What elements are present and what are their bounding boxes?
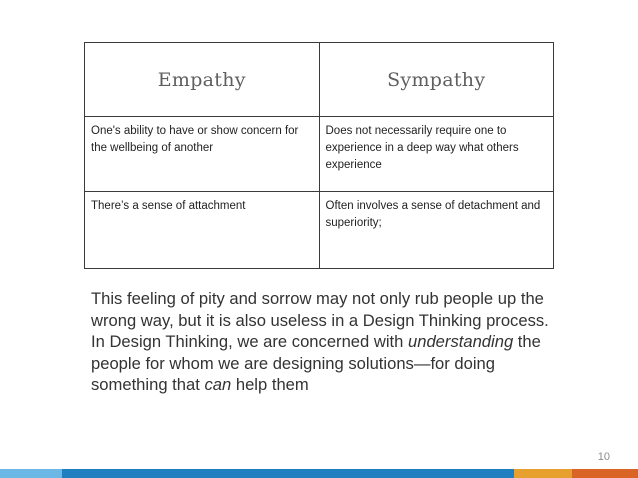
footer-color-bar — [0, 469, 638, 478]
table-cell — [319, 192, 554, 269]
emphasis-understanding: understanding — [408, 332, 514, 351]
cell-text: One's ability to have or show concern for the wellbeing of another — [91, 125, 299, 154]
table-row — [85, 192, 554, 269]
cell-text: Often involves a sense of detachment and superiority; — [325, 200, 541, 229]
table-header-row — [85, 43, 554, 117]
footer-segment-orange — [514, 469, 572, 478]
table-row — [85, 117, 554, 192]
emphasis-can: can — [204, 375, 232, 394]
body-paragraph — [91, 288, 561, 396]
footer-segment-blue — [62, 469, 514, 478]
paragraph-text: the people for whom we are designing solutions—for doing something that — [91, 332, 541, 394]
paragraph-text: This feeling of pity and sorrow may not only rub people up the wrong way, but it is also useless in a Design Thinking process. In Design Thinking, we are concerned with — [91, 289, 549, 351]
header-sympathy: Sympathy — [319, 43, 554, 117]
comparison-table — [84, 42, 554, 269]
cell-text: Does not necessarily require one to experience in a deep way what others experience — [325, 125, 519, 171]
footer-segment-light-blue — [0, 469, 62, 478]
page-number: 10 — [597, 451, 610, 463]
table-cell — [319, 117, 554, 192]
table-cell — [85, 117, 320, 192]
header-empathy: Empathy — [85, 43, 320, 117]
footer-segment-dark-orange — [572, 469, 638, 478]
paragraph-text: help them — [231, 375, 309, 394]
cell-text: There’s a sense of attachment — [91, 200, 246, 212]
table-cell — [85, 192, 320, 269]
